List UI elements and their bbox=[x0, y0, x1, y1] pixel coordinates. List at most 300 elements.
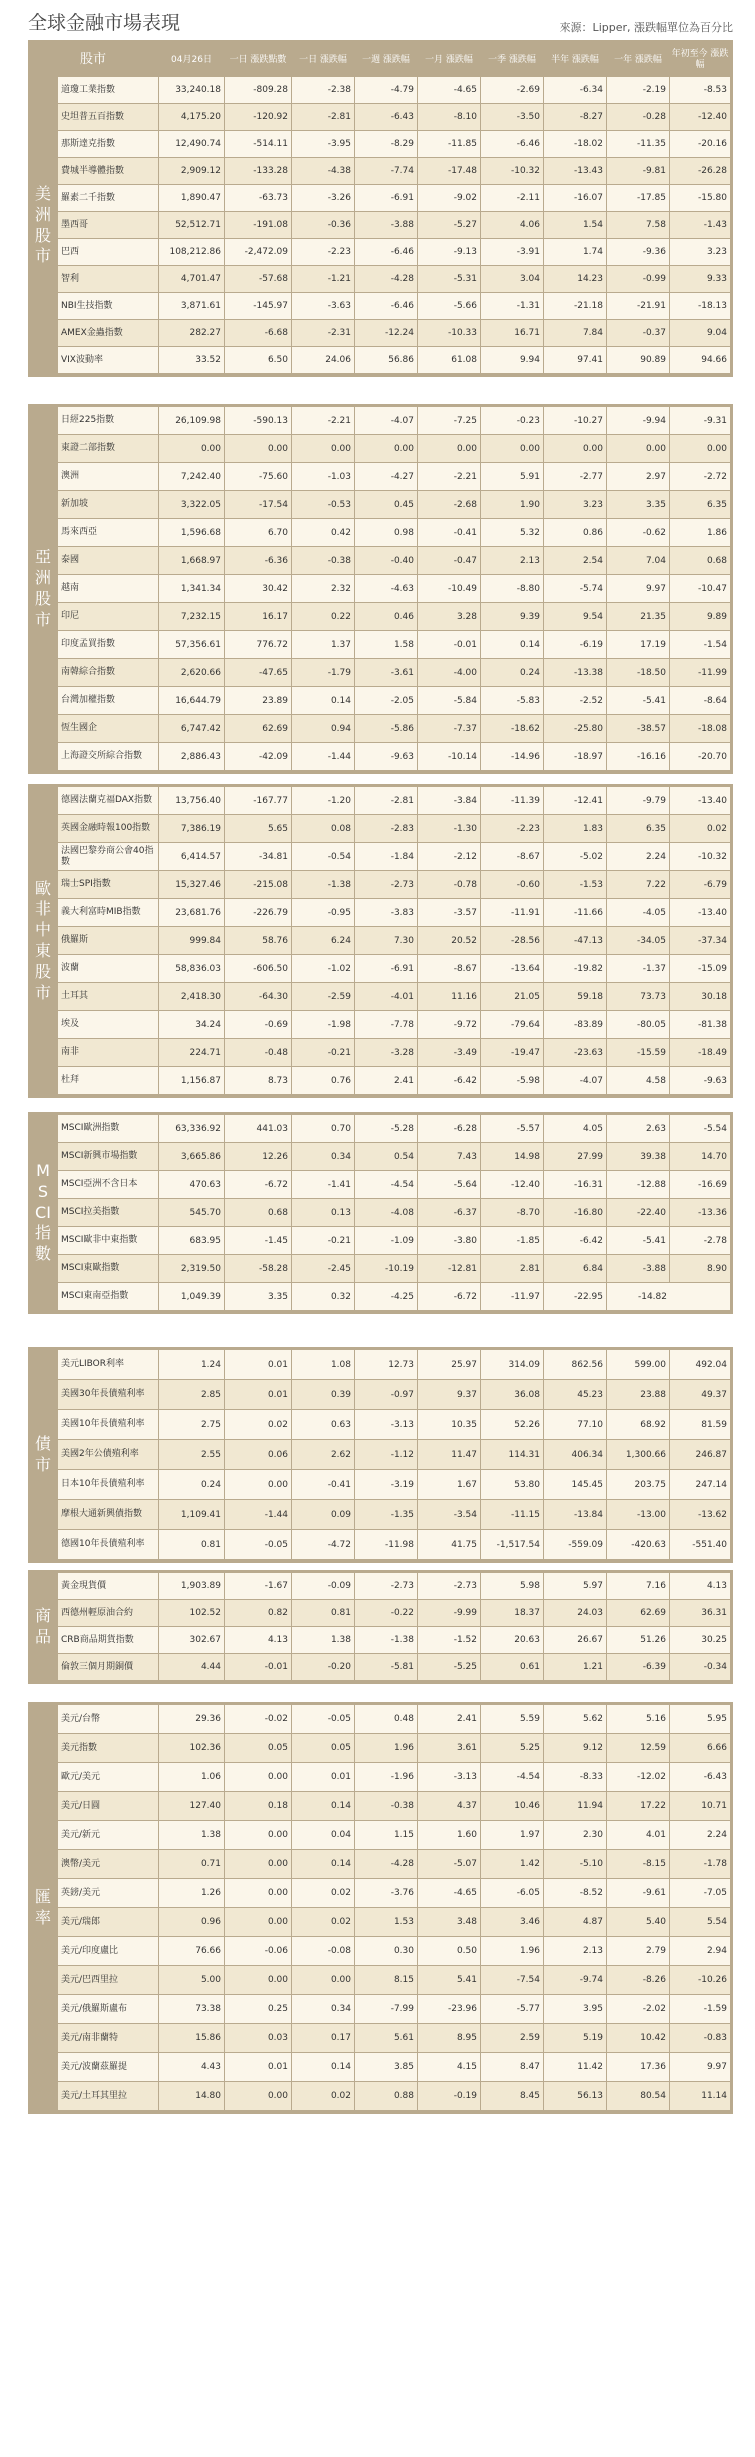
cell-close: 4.44 bbox=[159, 1654, 225, 1680]
cell-d1-pct: -2.59 bbox=[292, 983, 355, 1010]
cell-name: 史坦普五百指數 bbox=[58, 104, 159, 130]
cell-w1-pct: -3.13 bbox=[355, 1410, 418, 1439]
cell-close: 683.95 bbox=[159, 1227, 225, 1254]
cell-w1-pct: -11.98 bbox=[355, 1530, 418, 1559]
cell-d1-pct: -1.44 bbox=[292, 743, 355, 770]
cell-ytd-pct: -1.54 bbox=[703, 639, 727, 650]
cell-y1-pct: 1,300.66 bbox=[607, 1440, 670, 1469]
table-row bbox=[58, 815, 730, 842]
cell-d1-pct: -3.95 bbox=[292, 131, 355, 157]
cell-d1-pct: 0.13 bbox=[292, 1199, 355, 1226]
cell-w1-pct: -6.46 bbox=[355, 293, 418, 319]
cell-name: AMEX金蟲指數 bbox=[58, 320, 159, 346]
cell-q1-pct: -3.50 bbox=[481, 104, 544, 130]
cell-d1-pct: -1.41 bbox=[292, 1171, 355, 1198]
cell-w1-pct: -3.19 bbox=[355, 1470, 418, 1499]
cell-m1-pct: -5.31 bbox=[418, 266, 481, 292]
cell-w1-pct: -3.76 bbox=[355, 1879, 418, 1907]
cell-m1-pct: 20.52 bbox=[418, 927, 481, 954]
cell-y1-pct: -34.05 bbox=[607, 927, 670, 954]
table-row bbox=[58, 899, 730, 926]
table-row bbox=[58, 1115, 730, 1142]
cell-d1-pct: -0.20 bbox=[292, 1654, 355, 1680]
cell-w1-pct: 1.96 bbox=[355, 1734, 418, 1762]
cell-y1-pct: -16.16 bbox=[607, 743, 670, 770]
cell-w1-pct: 0.54 bbox=[355, 1143, 418, 1170]
cell-h1-pct: 5.19 bbox=[544, 2024, 607, 2052]
cell-w1-pct: 0.46 bbox=[355, 603, 418, 630]
cell-h1-pct: -5.10 bbox=[544, 1850, 607, 1878]
cell-d1-points: 58.76 bbox=[225, 927, 292, 954]
cell-name: VIX波動率 bbox=[58, 347, 159, 373]
cell-close: 33,240.18 bbox=[159, 77, 225, 103]
section-label-text: 美洲股市 bbox=[34, 183, 51, 266]
cell-q1-pct: -8.70 bbox=[481, 1199, 544, 1226]
cell-m1-pct: 0.00 bbox=[418, 435, 481, 462]
cell-q1-pct: -28.56 bbox=[481, 927, 544, 954]
cell-ytd-pct: -6.79 bbox=[703, 879, 727, 890]
cell-name: 南韓綜合指數 bbox=[58, 659, 159, 686]
cell-m1-pct: 7.43 bbox=[418, 1143, 481, 1170]
cell-q1-pct: 18.37 bbox=[481, 1600, 544, 1626]
cell-d1-pct: -3.26 bbox=[292, 185, 355, 211]
cell-d1-pct: -0.21 bbox=[292, 1227, 355, 1254]
table-row bbox=[58, 1734, 730, 1762]
cell-d1-pct: 0.63 bbox=[292, 1410, 355, 1439]
cell-y1-pct: 23.88 bbox=[607, 1380, 670, 1409]
cell-ytd-pct: -15.80 bbox=[697, 193, 727, 203]
cell-ytd-pct: -20.70 bbox=[697, 751, 727, 762]
cell-d1-points: 0.00 bbox=[225, 1850, 292, 1878]
cell-q1-pct: -3.91 bbox=[481, 239, 544, 265]
cell-d1-pct: -2.21 bbox=[292, 407, 355, 434]
cell-d1-points: 30.42 bbox=[225, 575, 292, 602]
table-row bbox=[58, 983, 730, 1010]
cell-q1-pct: -79.64 bbox=[481, 1011, 544, 1038]
cell-name: 馬來西亞 bbox=[58, 519, 159, 546]
cell-ytd-pct: 0.68 bbox=[706, 555, 727, 566]
cell-m1-pct: -3.80 bbox=[418, 1227, 481, 1254]
cell-ytd-pct: -26.28 bbox=[697, 166, 727, 176]
cell-q1-pct: -11.15 bbox=[481, 1500, 544, 1529]
cell-name: 土耳其 bbox=[58, 983, 159, 1010]
cell-w1-pct: -4.01 bbox=[355, 983, 418, 1010]
source-note: 來源：Lipper, 漲跌幅單位為百分比 bbox=[559, 21, 733, 34]
cell-m1-pct: -6.37 bbox=[418, 1199, 481, 1226]
cell-name: 羅素二千指數 bbox=[58, 185, 159, 211]
cell-d1-points: 0.00 bbox=[225, 2082, 292, 2110]
cell-m1-pct: -0.41 bbox=[418, 519, 481, 546]
cell-w1-pct: -5.81 bbox=[355, 1654, 418, 1680]
cell-d1-points: -0.05 bbox=[225, 1530, 292, 1559]
column-header-q1: 一季 漲跌幅 bbox=[481, 43, 544, 77]
cell-w1-pct: 3.85 bbox=[355, 2053, 418, 2081]
market-table bbox=[58, 787, 730, 1095]
cell-m1-pct: -7.37 bbox=[418, 715, 481, 742]
column-header-m1: 一月 漲跌幅 bbox=[418, 43, 481, 77]
cell-d1-pct: -0.38 bbox=[292, 547, 355, 574]
table-row bbox=[58, 158, 730, 184]
column-header-w1: 一週 漲跌幅 bbox=[355, 43, 418, 77]
cell-name: 美元指數 bbox=[58, 1734, 159, 1762]
section-label bbox=[28, 787, 58, 1095]
cell-ytd-pct: -13.40 bbox=[697, 907, 727, 918]
cell-q1-pct: -8.80 bbox=[481, 575, 544, 602]
cell-close: 52,512.71 bbox=[159, 212, 225, 238]
cell-name: 印度孟買指數 bbox=[58, 631, 159, 658]
cell-d1-points: -606.50 bbox=[225, 955, 292, 982]
section-label bbox=[28, 1115, 58, 1311]
cell-h1-pct: 56.13 bbox=[544, 2082, 607, 2110]
cell-y1-pct: 2.63 bbox=[607, 1115, 670, 1142]
cell-d1-pct: -1.79 bbox=[292, 659, 355, 686]
cell-y1-pct: 17.22 bbox=[607, 1792, 670, 1820]
cell-ytd-pct: -7.05 bbox=[703, 1888, 727, 1898]
cell-close: 14.80 bbox=[159, 2082, 225, 2110]
cell-close: 102.52 bbox=[159, 1600, 225, 1626]
cell-name: 道瓊工業指數 bbox=[58, 77, 159, 103]
section-label bbox=[28, 1573, 58, 1681]
cell-m1-pct: -10.49 bbox=[418, 575, 481, 602]
cell-d1-points: -590.13 bbox=[225, 407, 292, 434]
cell-d1-pct: -4.72 bbox=[292, 1530, 355, 1559]
cell-h1-pct: -1.53 bbox=[544, 871, 607, 898]
cell-d1-pct: 0.14 bbox=[292, 2053, 355, 2081]
cell-name: 新加坡 bbox=[58, 491, 159, 518]
table-row bbox=[58, 603, 730, 630]
cell-name: 巴西 bbox=[58, 239, 159, 265]
cell-h1-pct: -4.07 bbox=[544, 1067, 607, 1094]
cell-d1-points: -6.36 bbox=[225, 547, 292, 574]
cell-d1-points: -6.68 bbox=[225, 320, 292, 346]
cell-d1-pct: 0.34 bbox=[292, 1995, 355, 2023]
table-row bbox=[58, 1792, 730, 1820]
cell-d1-pct: 0.02 bbox=[292, 2082, 355, 2110]
cell-ytd-pct: -9.31 bbox=[703, 415, 727, 426]
cell-m1-pct: -10.33 bbox=[418, 320, 481, 346]
cell-d1-points: -6.72 bbox=[225, 1171, 292, 1198]
table-row bbox=[58, 1600, 730, 1626]
cell-d1-pct: -0.95 bbox=[292, 899, 355, 926]
cell-ytd-pct: 3.23 bbox=[706, 247, 727, 257]
cell-ytd-pct: -1.43 bbox=[703, 220, 727, 230]
cell-m1-pct: -3.54 bbox=[418, 1500, 481, 1529]
cell-name: 美元/波蘭茲羅提 bbox=[58, 2053, 159, 2081]
cell-m1-pct: -3.84 bbox=[418, 787, 481, 814]
cell-close: 0.24 bbox=[159, 1470, 225, 1499]
cell-y1-pct: 0.00 bbox=[607, 435, 670, 462]
cell-ytd-pct: 14.70 bbox=[701, 1151, 727, 1162]
cell-y1-pct: -11.35 bbox=[607, 131, 670, 157]
cell-d1-points: 0.00 bbox=[225, 1908, 292, 1936]
cell-m1-pct: -23.96 bbox=[418, 1995, 481, 2023]
cell-close: 2,319.50 bbox=[159, 1255, 225, 1282]
cell-w1-pct: -3.61 bbox=[355, 659, 418, 686]
cell-ytd-pct: -11.99 bbox=[697, 667, 727, 678]
section-label-text: 亞洲股市 bbox=[34, 547, 51, 629]
cell-ytd-pct: 1.86 bbox=[706, 527, 727, 538]
cell-m1-pct: -6.42 bbox=[418, 1067, 481, 1094]
table-row bbox=[58, 1500, 730, 1529]
cell-q1-pct: -12.40 bbox=[481, 1171, 544, 1198]
cell-d1-pct: -2.31 bbox=[292, 320, 355, 346]
cell-close: 2.75 bbox=[159, 1410, 225, 1439]
cell-d1-pct: 0.14 bbox=[292, 1792, 355, 1820]
cell-q1-pct: 3.46 bbox=[481, 1908, 544, 1936]
cell-m1-pct: 1.60 bbox=[418, 1821, 481, 1849]
cell-close: 7,242.40 bbox=[159, 463, 225, 490]
cell-y1-pct: 80.54 bbox=[607, 2082, 670, 2110]
cell-name: 恆生國企 bbox=[58, 715, 159, 742]
cell-y1-pct: 9.97 bbox=[607, 575, 670, 602]
cell-d1-pct: -4.38 bbox=[292, 158, 355, 184]
cell-name: 美元/土耳其里拉 bbox=[58, 2082, 159, 2110]
cell-name: 美元/印度盧比 bbox=[58, 1937, 159, 1965]
table-row bbox=[58, 871, 730, 898]
cell-m1-pct: -3.13 bbox=[418, 1763, 481, 1791]
cell-name: 西德州輕原油合約 bbox=[58, 1600, 159, 1626]
section-label-text: 商品 bbox=[34, 1606, 51, 1646]
cell-d1-pct: 0.02 bbox=[292, 1879, 355, 1907]
cell-d1-points: -42.09 bbox=[225, 743, 292, 770]
cell-q1-pct: 114.31 bbox=[481, 1440, 544, 1469]
cell-ytd-pct: -10.26 bbox=[697, 1975, 727, 1985]
cell-name: 智利 bbox=[58, 266, 159, 292]
cell-d1-pct: -0.41 bbox=[292, 1470, 355, 1499]
cell-y1-pct: -1.37 bbox=[607, 955, 670, 982]
section-label-text: 匯率 bbox=[34, 1887, 51, 1927]
cell-d1-points: -120.92 bbox=[225, 104, 292, 130]
cell-m1-pct: 0.50 bbox=[418, 1937, 481, 1965]
cell-y1-pct: 68.92 bbox=[607, 1410, 670, 1439]
table-row bbox=[58, 1171, 730, 1198]
cell-h1-pct: -16.07 bbox=[544, 185, 607, 211]
table-row bbox=[58, 1227, 730, 1254]
cell-h1-pct: -21.18 bbox=[544, 293, 607, 319]
cell-m1-pct: -2.73 bbox=[418, 1573, 481, 1599]
cell-y1-pct: -9.81 bbox=[607, 158, 670, 184]
cell-close: 1,049.39 bbox=[159, 1283, 225, 1310]
cell-close: 282.27 bbox=[159, 320, 225, 346]
cell-q1-pct: 14.98 bbox=[481, 1143, 544, 1170]
cell-w1-pct: -8.29 bbox=[355, 131, 418, 157]
cell-q1-pct: 21.05 bbox=[481, 983, 544, 1010]
cell-h1-pct: 6.84 bbox=[544, 1255, 607, 1282]
cell-w1-pct: -0.40 bbox=[355, 547, 418, 574]
cell-m1-pct: -10.14 bbox=[418, 743, 481, 770]
cell-h1-pct: -47.13 bbox=[544, 927, 607, 954]
cell-h1-pct: -10.27 bbox=[544, 407, 607, 434]
cell-ytd-pct: 492.04 bbox=[695, 1359, 727, 1370]
cell-w1-pct: -4.63 bbox=[355, 575, 418, 602]
table-row bbox=[58, 407, 730, 434]
cell-name: 墨西哥 bbox=[58, 212, 159, 238]
cell-m1-pct: -1.52 bbox=[418, 1627, 481, 1653]
table-row bbox=[58, 1821, 730, 1849]
section-label bbox=[28, 1705, 58, 2111]
cell-w1-pct: 1.15 bbox=[355, 1821, 418, 1849]
cell-close: 3,665.86 bbox=[159, 1143, 225, 1170]
cell-d1-pct: 6.24 bbox=[292, 927, 355, 954]
cell-w1-pct: 12.73 bbox=[355, 1350, 418, 1379]
cell-h1-pct: -18.02 bbox=[544, 131, 607, 157]
cell-q1-pct: -1,517.54 bbox=[481, 1530, 544, 1559]
table-row bbox=[58, 927, 730, 954]
cell-close: 2,620.66 bbox=[159, 659, 225, 686]
cell-d1-pct: -1.21 bbox=[292, 266, 355, 292]
cell-h1-pct: 11.42 bbox=[544, 2053, 607, 2081]
cell-d1-pct: 0.32 bbox=[292, 1283, 355, 1310]
cell-name: 德國法蘭克福DAX指數 bbox=[58, 787, 159, 814]
cell-ytd-pct: 49.37 bbox=[701, 1389, 727, 1400]
cell-ytd-pct: 30.25 bbox=[701, 1635, 727, 1645]
table-row bbox=[58, 2082, 730, 2110]
table-row bbox=[58, 715, 730, 742]
table-row bbox=[58, 1199, 730, 1226]
cell-ytd-pct: -2.78 bbox=[703, 1235, 727, 1246]
cell-ytd-pct: -13.36 bbox=[697, 1207, 727, 1218]
cell-m1-pct: -9.72 bbox=[418, 1011, 481, 1038]
table-header-row bbox=[28, 43, 730, 77]
cell-y1-pct: -6.39 bbox=[607, 1654, 670, 1680]
cell-q1-pct: -2.11 bbox=[481, 185, 544, 211]
cell-m1-pct: -9.02 bbox=[418, 185, 481, 211]
cell-d1-points: 0.18 bbox=[225, 1792, 292, 1820]
cell-q1-pct: 2.13 bbox=[481, 547, 544, 574]
cell-d1-pct: 0.14 bbox=[292, 1850, 355, 1878]
cell-name: 泰國 bbox=[58, 547, 159, 574]
cell-h1-pct: 145.45 bbox=[544, 1470, 607, 1499]
table-row bbox=[58, 1654, 730, 1680]
table-row bbox=[58, 1380, 730, 1409]
cell-m1-pct: -0.19 bbox=[418, 2082, 481, 2110]
cell-ytd-pct: 4.13 bbox=[706, 1581, 727, 1591]
table-row bbox=[58, 1879, 730, 1907]
cell-close: 0.00 bbox=[159, 435, 225, 462]
cell-h1-pct: -9.74 bbox=[544, 1966, 607, 1994]
cell-ytd-pct: 5.95 bbox=[706, 1714, 727, 1724]
cell-w1-pct: 56.86 bbox=[355, 347, 418, 373]
cell-d1-pct: -2.45 bbox=[292, 1255, 355, 1282]
cell-ytd-pct: -551.40 bbox=[692, 1539, 727, 1550]
cell-name: MSCI東歐指數 bbox=[58, 1255, 159, 1282]
table-row bbox=[58, 104, 730, 130]
cell-w1-pct: -0.22 bbox=[355, 1600, 418, 1626]
cell-h1-pct: -16.31 bbox=[544, 1171, 607, 1198]
cell-h1-pct: 26.67 bbox=[544, 1627, 607, 1653]
cell-y1-pct: 5.16 bbox=[607, 1705, 670, 1733]
cell-ytd-pct: 0.02 bbox=[706, 823, 727, 834]
cell-y1-pct: 4.58 bbox=[607, 1067, 670, 1094]
market-table bbox=[58, 407, 730, 771]
cell-m1-pct: -9.99 bbox=[418, 1600, 481, 1626]
table-row bbox=[58, 1039, 730, 1066]
cell-y1-pct: 7.58 bbox=[607, 212, 670, 238]
cell-ytd-pct: -20.16 bbox=[697, 139, 727, 149]
cell-m1-pct: 9.37 bbox=[418, 1380, 481, 1409]
cell-h1-pct: -13.84 bbox=[544, 1500, 607, 1529]
cell-name: 日本10年長債殖利率 bbox=[58, 1470, 159, 1499]
cell-d1-points: -0.01 bbox=[225, 1654, 292, 1680]
cell-d1-points: -191.08 bbox=[225, 212, 292, 238]
cell-ytd-pct: -2.72 bbox=[703, 471, 727, 482]
market-table bbox=[58, 1705, 730, 2111]
table-row bbox=[58, 463, 730, 490]
cell-d1-points: -58.28 bbox=[225, 1255, 292, 1282]
cell-m1-pct: 61.08 bbox=[418, 347, 481, 373]
table-row bbox=[58, 631, 730, 658]
cell-y1-pct: -2.02 bbox=[607, 1995, 670, 2023]
cell-close: 15,327.46 bbox=[159, 871, 225, 898]
cell-d1-points: 0.00 bbox=[225, 435, 292, 462]
cell-h1-pct: -8.27 bbox=[544, 104, 607, 130]
cell-q1-pct: -7.54 bbox=[481, 1966, 544, 1994]
cell-y1-pct: -8.26 bbox=[607, 1966, 670, 1994]
cell-d1-points: -133.28 bbox=[225, 158, 292, 184]
cell-ytd-pct: -37.34 bbox=[697, 935, 727, 946]
table-row bbox=[58, 955, 730, 982]
cell-d1-points: 0.00 bbox=[225, 1879, 292, 1907]
cell-d1-points: 441.03 bbox=[225, 1115, 292, 1142]
table-row bbox=[58, 687, 730, 714]
cell-d1-points: 0.82 bbox=[225, 1600, 292, 1626]
cell-d1-pct: 0.17 bbox=[292, 2024, 355, 2052]
column-header-y1: 一年 漲跌幅 bbox=[607, 43, 670, 77]
cell-w1-pct: -7.74 bbox=[355, 158, 418, 184]
cell-y1-pct: 17.36 bbox=[607, 2053, 670, 2081]
cell-q1-pct: -11.97 bbox=[481, 1283, 544, 1310]
cell-w1-pct: -2.05 bbox=[355, 687, 418, 714]
cell-close: 0.71 bbox=[159, 1850, 225, 1878]
cell-q1-pct: -5.77 bbox=[481, 1995, 544, 2023]
cell-ytd-pct: -0.34 bbox=[703, 1662, 727, 1672]
page-title: 全球金融市場表現 bbox=[28, 12, 181, 34]
cell-ytd-pct: -15.09 bbox=[697, 963, 727, 974]
cell-y1-pct: 7.04 bbox=[607, 547, 670, 574]
cell-y1-pct: 203.75 bbox=[607, 1470, 670, 1499]
cell-d1-points: 0.00 bbox=[225, 1966, 292, 1994]
cell-w1-pct: -4.27 bbox=[355, 463, 418, 490]
cell-h1-pct: 45.23 bbox=[544, 1380, 607, 1409]
cell-close: 1,156.87 bbox=[159, 1067, 225, 1094]
cell-d1-points: -0.02 bbox=[225, 1705, 292, 1733]
cell-y1-pct: 90.89 bbox=[607, 347, 670, 373]
cell-d1-pct: -2.23 bbox=[292, 239, 355, 265]
cell-d1-points: -17.54 bbox=[225, 491, 292, 518]
table-row bbox=[58, 1995, 730, 2023]
cell-h1-pct: 59.18 bbox=[544, 983, 607, 1010]
cell-y1-pct: 12.59 bbox=[607, 1734, 670, 1762]
cell-w1-pct: 0.00 bbox=[355, 435, 418, 462]
cell-ytd-pct: -18.08 bbox=[697, 723, 727, 734]
cell-q1-pct: 1.90 bbox=[481, 491, 544, 518]
cell-w1-pct: -1.38 bbox=[355, 1627, 418, 1653]
cell-name: 美國30年長債殖利率 bbox=[58, 1380, 159, 1409]
cell-y1-pct: 2.79 bbox=[607, 1937, 670, 1965]
cell-h1-pct: 0.86 bbox=[544, 519, 607, 546]
cell-m1-pct: 4.15 bbox=[418, 2053, 481, 2081]
cell-name: MSCI拉美指數 bbox=[58, 1199, 159, 1226]
cell-name: 美元/巴西里拉 bbox=[58, 1966, 159, 1994]
cell-h1-pct: 3.95 bbox=[544, 1995, 607, 2023]
cell-ytd-pct: -8.64 bbox=[703, 695, 727, 706]
table-row bbox=[58, 131, 730, 157]
cell-d1-pct: -1.98 bbox=[292, 1011, 355, 1038]
cell-w1-pct: -6.43 bbox=[355, 104, 418, 130]
cell-d1-pct: 0.22 bbox=[292, 603, 355, 630]
cell-d1-points: 6.50 bbox=[225, 347, 292, 373]
table-row bbox=[58, 185, 730, 211]
